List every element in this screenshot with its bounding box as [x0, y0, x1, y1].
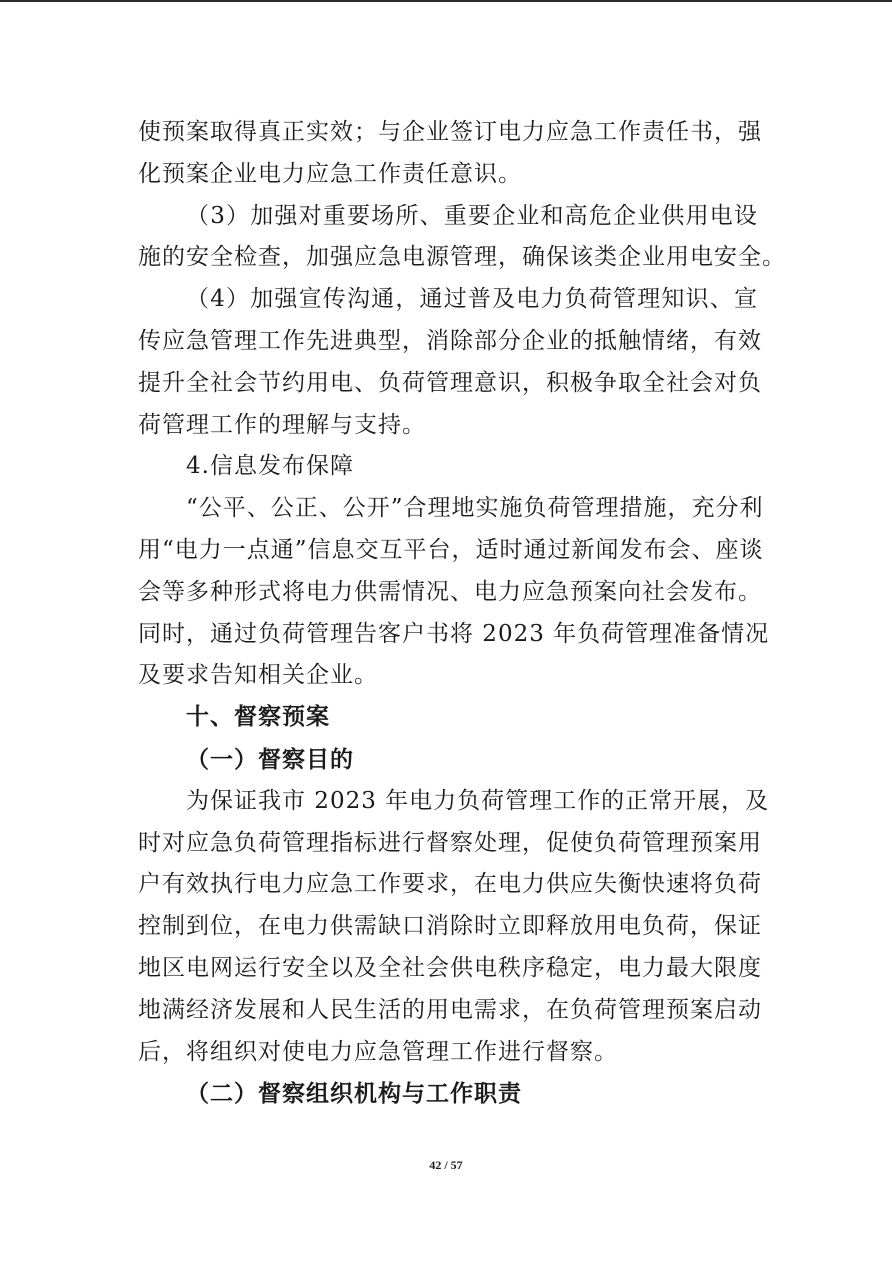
subheading-supervision-organization: （二）督察组织机构与工作职责: [186, 1080, 522, 1108]
body-line: 化预案企业电力应急工作责任意识。: [138, 160, 522, 187]
body-line: （4）加强宣传沟通，通过普及电力负荷管理知识、宣: [186, 286, 758, 313]
document-body: [138, 112, 786, 1115]
body-line: 及要求告知相关企业。: [138, 662, 378, 689]
body-line: 用“电力一点通”信息交互平台，适时通过新闻发布会、座谈: [138, 536, 764, 563]
body-line: 为保证我市 2023 年电力负荷管理工作的正常开展，及: [186, 787, 770, 814]
body-line: 同时，通过负荷管理告客户书将 2023 年负荷管理准备情况: [138, 620, 770, 647]
body-line: “公平、公正、公开”合理地实施负荷管理措施，充分利: [186, 495, 764, 522]
body-line: 会等多种形式将电力供需情况、电力应急预案向社会发布。: [138, 578, 762, 605]
body-line: 提升全社会节约用电、负荷管理意识，积极争取全社会对负: [138, 369, 762, 396]
body-line: 控制到位，在电力供需缺口消除时立即释放用电负荷，保证: [138, 913, 762, 940]
body-line: 地满经济发展和人民生活的用电需求，在负荷管理预案启动: [138, 996, 762, 1023]
body-line: 传应急管理工作先进典型，消除部分企业的抵触情绪，有效: [138, 327, 762, 354]
page-top-border: [0, 0, 892, 2]
body-line: 荷管理工作的理解与支持。: [138, 411, 426, 438]
page-number: 42 / 57: [429, 1158, 463, 1172]
body-line: （3）加强对重要场所、重要企业和高危企业供用电设: [186, 202, 758, 229]
body-line: 时对应急负荷管理指标进行督察处理，促使负荷管理预案用: [138, 829, 762, 856]
body-line: 地区电网运行安全以及全社会供电秩序稳定，电力最大限度: [138, 954, 762, 981]
body-line: 施的安全检查，加强应急电源管理，确保该类企业用电安全。: [138, 244, 786, 271]
chapter-heading-supervision: 十、督察预案: [186, 704, 330, 731]
section-heading-info-release: 4.信息发布保障: [186, 453, 354, 480]
subheading-supervision-purpose: （一）督察目的: [186, 745, 354, 773]
body-line: 使预案取得真正实效；与企业签订电力应急工作责任书，强: [138, 119, 762, 145]
body-line: 后，将组织对使电力应急管理工作进行督察。: [138, 1038, 618, 1065]
body-line: 户有效执行电力应急工作要求，在电力供应失衡快速将负荷: [138, 871, 762, 898]
